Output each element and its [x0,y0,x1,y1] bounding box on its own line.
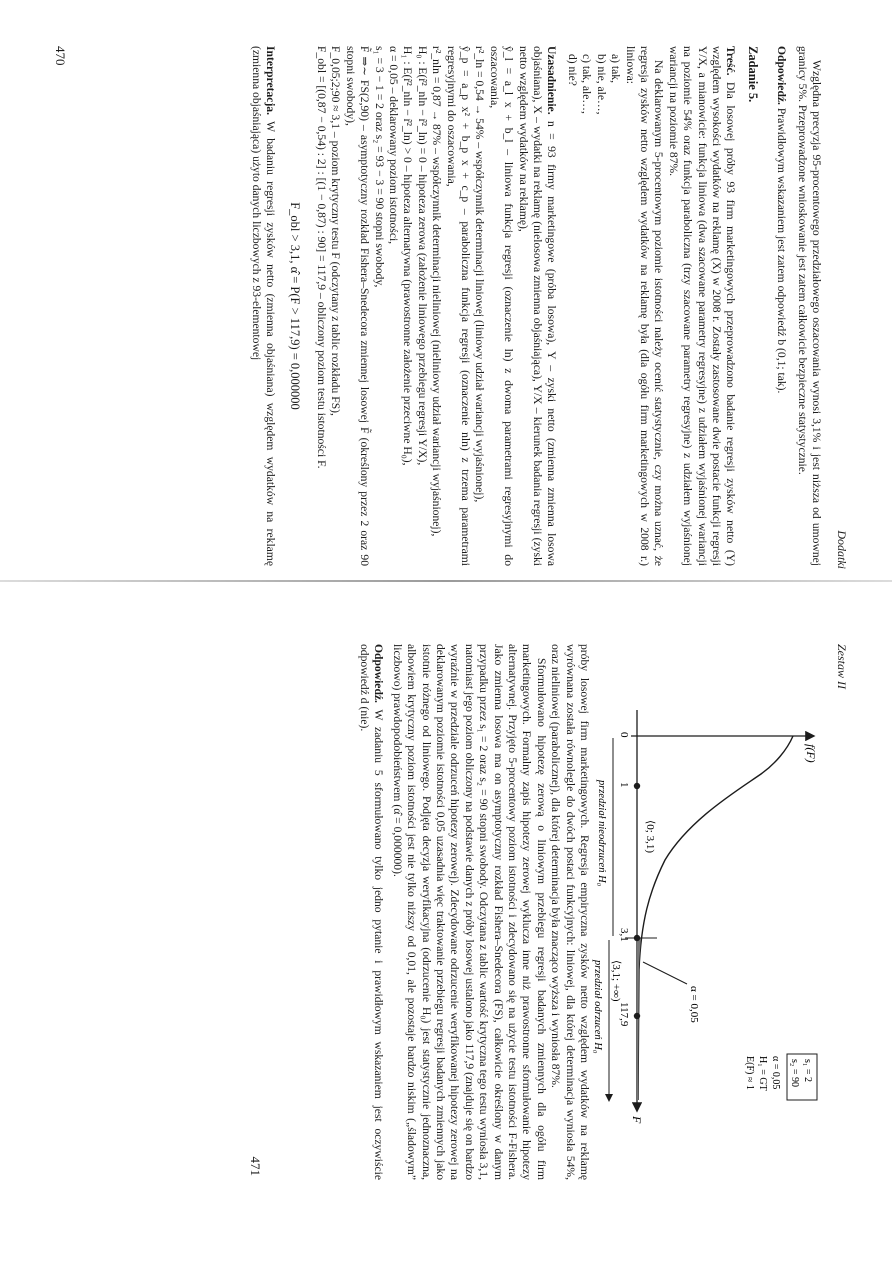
legend-s1: s₁ = 2 [802,1059,813,1083]
legend-ef: E(F) ≈ 1 [744,1056,755,1090]
bottom-paragraph-2: Sformułowano hipotezę zerową o liniowym przebiegu regresji badanych zmiennych dla ogółu firm marketingowych. Formalny zapis hipotezy zerowej wyklucza inne niż prawostronne sformułowanie hipotezy alternatywnej. Przyjęto 5-procentowy poziom istotności i zdecydowano się na użycie testu istotności F-Fishera. Jako zmienna losowa ma on asymptotyczny rozkład Fishera–Snedecora (FS), całkowicie określony w danym przypadku przez s₁ = 2 oraz s₂ = 90 stopni swobody. Odczytana z tablic wartość krytyczna tego testu wyniosła 3,1, natomiast jego poziom obliczony na podstawie danych z próby losowej ustalono jako 117,9 (znajduje się on bardzo wyraźnie w przedziale odrzuceń hipotezy zerowej). Zdecydowane odrzucenie weryfikowanej hipotezy zerowej na deklarowanym poziomie istotności 0,05 uzasadnia więc traktowanie przebiegu regresji badanych zmiennych jako istotnie różnego od liniowego. Podjęta decyzja weryfikacyjna (odrzucenie H₀) jest statystycznie jednoznaczna, albowiem krytyczny poziom istotności jest nie tylko niższy od 0,01, ale pozostaje bardzo niskim („śladowym” liczbowo) prawdopodobieństwem (α̂ = 0,000000). [390,644,548,1180]
legend-s2: s₂ = 90 [789,1059,800,1088]
page-470-body [248,46,823,566]
reject-label: przedział odrzuceń H₀ [592,960,603,1054]
running-header-2: Zestaw II [835,644,849,689]
x-axis-label: F [630,1116,644,1124]
option-c: c) tak, ale…, [580,54,594,114]
formula-line-5: H₀ : E(r̃²_nln − r̃²_ln) = 0 – hipoteza zerowa (założenie liniowego przebiegu regresji Y/X), [415,46,429,466]
page-spine [0,580,892,582]
f-distribution-figure [587,670,827,1170]
legend-h1: H₁ = GT [757,1056,768,1091]
formula-line-4: r²_nln = 0,87 → 87% – współczynnik determinacji nieliniowej (nieliniowy udział wariancji wyjaśnionej), [430,46,444,537]
justification-paragraph [515,46,558,566]
accept-interval: ⟨0; 3,1) [644,820,656,854]
options-list [565,46,623,566]
tick-obs: 117,9 [618,1002,630,1027]
formula-line-8: s₁ = 3 − 1 = 2 oraz s₂ = 93 − 3 = 90 stopni swobody, [372,46,386,288]
answer-label: Odpowiedź. [775,46,789,105]
section-title: Zadanie 5. [745,46,760,103]
answer-4 [774,46,788,566]
option-b: b) nie, ale…, [594,54,608,115]
answer-5 [357,644,386,1180]
tick-0: 0 [618,732,630,738]
option-d: d) nie? [565,54,579,86]
page-471 [243,630,853,1190]
formula-line-11: F_obl = [(0,87 − 0,54) : 2] : [(1 − 0,87) : 90] = 117,9 – obliczony poziom testu istotności F. [315,46,328,469]
task-paragraph [665,46,737,566]
tick-crit: 3,1 [618,928,630,942]
option-a: a) tak, [609,54,623,83]
point-crit [634,935,640,941]
legend-alpha: α = 0,05 [770,1056,781,1090]
justification-label: Uzasadnienie. [545,46,559,115]
point-obs [634,1013,640,1019]
formula-line-7: α = 0,05 – deklarowany poziom istotności, [387,46,401,245]
alpha-label: α = 0,05 [688,986,700,1023]
result-formula: F_obl > 3,1, α̂ = P(F > 117,9) = 0,000000 [287,202,302,410]
intro-paragraph: Względna precyzja 95-procentowego przedziałowego oszacowania wynosi 3,1% i jest niższa od umownej granicy 5%. Przeprowadzone wnioskowanie jest zatem całkowicie bezpieczne statystycznie. [795,46,823,566]
bottom-paragraph-1: próby losowej firm marketingowych. Regresja empiryczna zysków netto względem wydatków na reklamę wyrównana została równolegle do dwóch postaci funkcyjnych: liniowej, dla której determinacja wyniosła 54%, oraz nieliniowej (parabolicznej), dla której determinacja była znacząco wyższa i wyniosła 87%. [549,644,591,1180]
f-distribution-svg [587,670,827,1170]
running-header: Dodatki [835,530,849,569]
answer-5-label: Odpowiedź. [372,644,386,703]
reject-interval: ⟨3,1; +∞) [610,960,622,1002]
interpretation-label: Interpretacja. [264,46,278,116]
task-text: Dla losowej próby 93 firm marketingowych przeprowadzono badanie regresji zysków netto (Y) względem wysokości wydatków na reklamę (X) w 2008 r. Zostały zastosowane dwie postacie funkcji regresji Y/X, a mianowicie: funkcja liniowa (dwa szacowane parametry regresyjne) z udziałem wyjaśnionej wariancji na poziomie 54% oraz funkcja paraboliczna (trzy szacowane parametry regresyjne) z udziałem wyjaśnionej wariancji na poziomie 87%. [666,46,738,566]
interpretation-text: W badaniu regresji zysków netto (zmienna objaśniana) względem wydatków na reklamę (zmienna objaśniająca) użyto danych liczbowych z 93-elementowej [249,46,278,566]
task-paragraph-2: Na deklarowanym 5-procentowym poziomie istotności należy ocenić statystycznie, czy można uznać, że regresja zysków netto względem wydatków na reklamę była (dla ogółu firm marketingowych w 2008 r.) liniowa: [623,46,666,566]
page-471-body [357,644,592,1180]
formula-line-3: ŷ_p = a_p x² + b_p x + c_p – paraboliczna funkcja regresji (oznaczenie nln) z trzema parametrami regresyjnymi do oszacowania, [444,46,473,566]
page-number-470: 470 [53,46,68,66]
page-470 [48,28,853,583]
density-curve [638,736,793,1100]
accept-label: przedział nieodrzuceń H₀ [596,780,607,887]
point-1 [634,783,640,789]
formula-line-9: F̃ ⇒∼ FS(2,90) – asymptotyczny rozkład Fishera–Snedecora zmiennej losowej F̃ (określony przez 2 oraz 90 stopni swobody), [343,46,372,566]
page-number-471: 471 [248,1156,263,1176]
formula-line-2: r²_ln = 0,54 → 54% – współczynnik determinacji liniowej (liniowy udział wariancji wyjaśnionej), [473,46,487,503]
formula-line-1: ŷ_l = a_l x + b_l – liniowa funkcja regresji (oznaczenie ln) z dwoma parametrami regresyjnymi do oszacowania, [487,46,516,566]
task-label: Treść. [724,46,738,76]
formula-line-6: H₁ : E(r̃²_nln − r̃²_ln) > 0 – hipoteza alternatywna (prawostronne założenie przeciwne H₀), [401,46,415,466]
alpha-pointer [643,962,687,984]
tick-1: 1 [618,782,630,788]
formula-line-10: F_0,05;2;90 ≈ 3,1 – poziom krytyczny testu F (odczytany z tablic rozkładu FS), [329,46,343,416]
interpretation-paragraph [248,46,277,566]
justification-text: n = 93 firmy marketingowe (próba losowa), Y – zyski netto (zmienna zmienna losowa objaśniana), X – wydatki na reklamę (nielosowa zmienna objaśniająca), Y/X – kierunek badania regresji (zyski netto względem wydatków na reklamę), [516,46,559,566]
answer-text: Prawidłowym wskazaniem jest zatem odpowiedź b (0,1; tak). [775,107,789,394]
answer-5-text: W zadaniu 5 sformułowano tylko jedno pytanie i prawidłowym wskazaniem jest oczywiście odpowiedź d (nie). [357,644,386,1180]
y-axis-label: f(F) [804,744,818,763]
